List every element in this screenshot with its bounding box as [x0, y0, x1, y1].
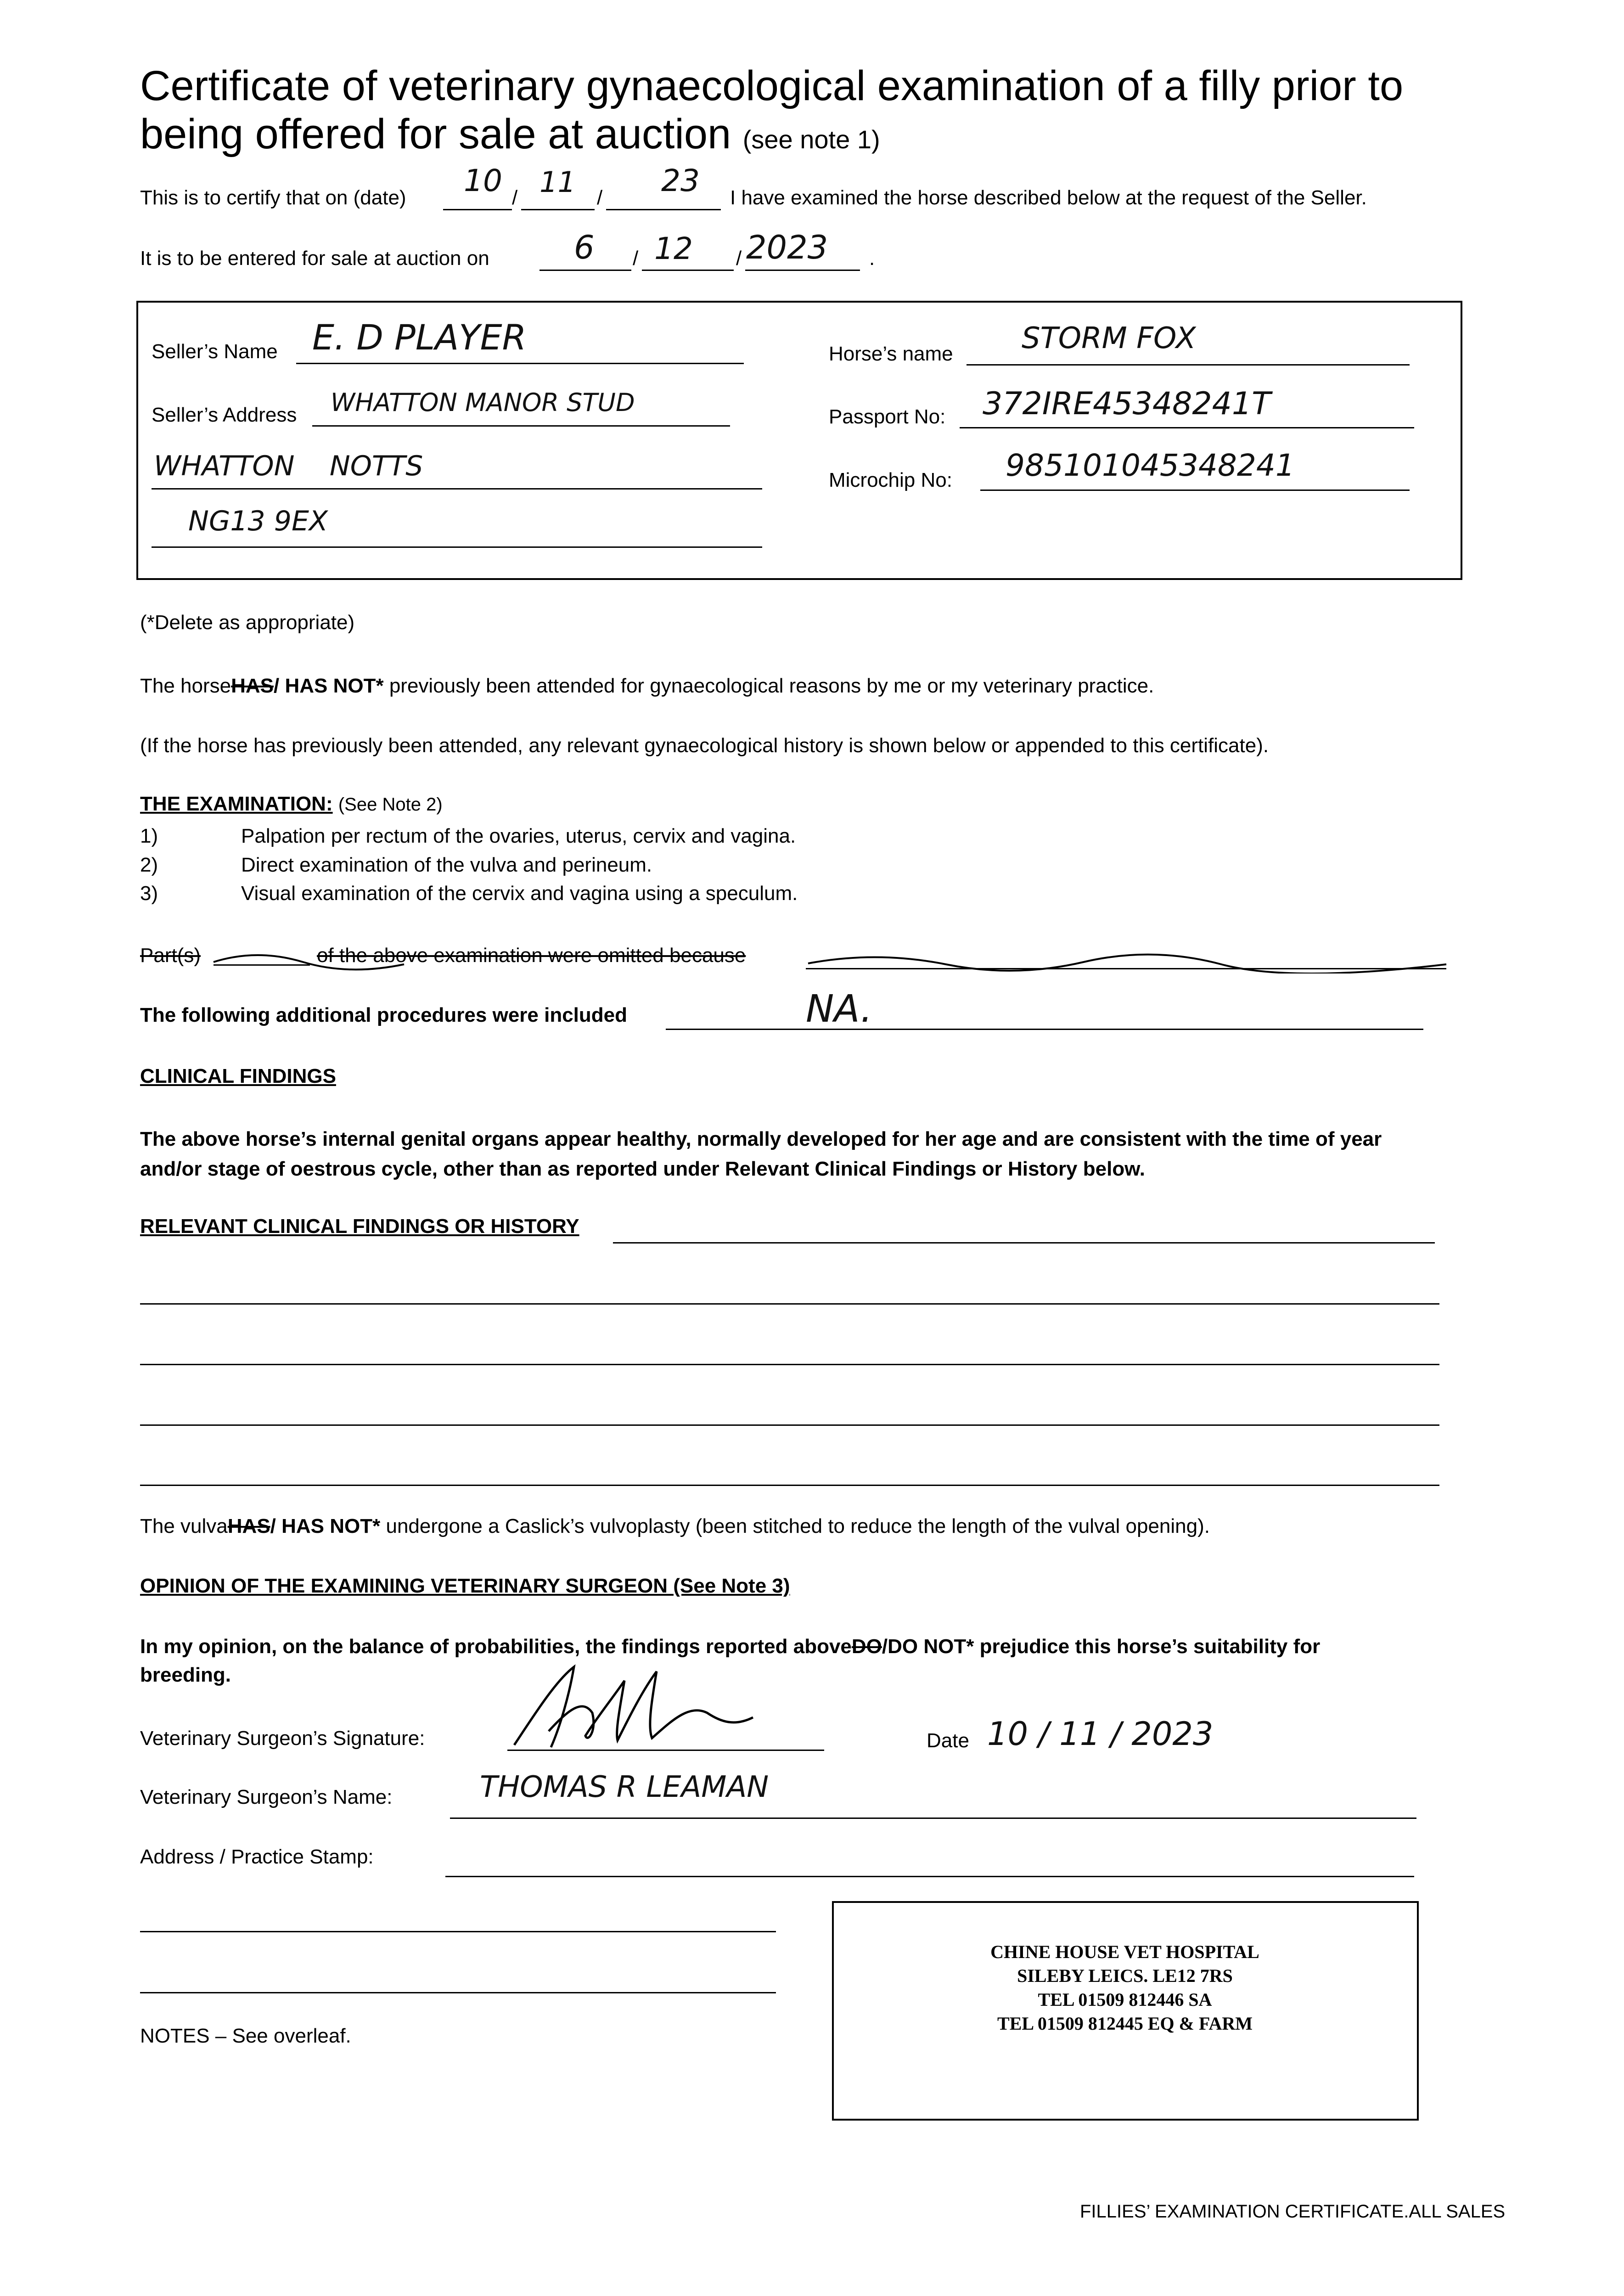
auction-month-line: [642, 270, 734, 271]
exam-day-value: 10: [464, 163, 502, 198]
surgeon-name-line: [450, 1818, 1416, 1819]
seller-name-label: Seller’s Name: [152, 340, 278, 363]
relevant-line-4: [140, 1424, 1439, 1426]
additional-value: NA.: [806, 987, 873, 1031]
vulva-rest: undergone a Caslick’s vulvoplasty (been stitched to reduce the length of the vulval opening).: [380, 1515, 1210, 1537]
auction-day-line: [539, 270, 631, 271]
seller-address-label: Seller’s Address: [152, 404, 297, 426]
seller-address-value-2: WHATTON NOTTS: [154, 450, 423, 482]
omitted-pre: Part(s): [140, 944, 201, 967]
exam-heading-row: [140, 792, 443, 816]
exam-heading-note: (See Note 2): [338, 794, 443, 815]
exam-year-value: 23: [661, 163, 700, 198]
exam-year-line: [606, 209, 721, 210]
horse-name-label: Horse’s name: [829, 343, 953, 365]
seller-address-line-3: [152, 546, 762, 548]
seller-address-line-1: [312, 425, 730, 427]
additional-line: [666, 1029, 1423, 1030]
exam-day-line: [443, 209, 512, 210]
address-line-3: [140, 1992, 776, 1993]
relevant-line-2: [140, 1303, 1439, 1305]
exam-item-1-num: 1): [140, 825, 158, 847]
sign-date-label: Date: [927, 1729, 969, 1752]
seller-name-line: [296, 363, 744, 364]
attended-rest: previously been attended for gynaecological reasons by me or my veterinary practice.: [383, 675, 1154, 697]
relevant-line-3: [140, 1364, 1439, 1365]
exam-item-2-text: Direct examination of the vulva and perineum.: [241, 854, 652, 876]
seller-address-value-1: WHATTON MANOR STUD: [331, 388, 635, 417]
title-line-2: [140, 110, 880, 163]
exam-item-2-num: 2): [140, 854, 158, 876]
stamp-line-4: TEL 01509 812445 EQ & FARM: [997, 2013, 1253, 2034]
vulva-struck: HAS: [227, 1515, 270, 1537]
omitted-strike-mark: [211, 946, 1451, 974]
clinical-text-2: and/or stage of oestrous cycle, other than as reported under Relevant Clinical Findings or History below.: [140, 1158, 1146, 1180]
address-stamp-line: [445, 1876, 1414, 1877]
signature-mark: [505, 1662, 762, 1754]
title-text: being offered for sale at auction: [140, 111, 731, 158]
title-note: (see note 1): [742, 125, 880, 154]
seller-name-value: E. D PLAYER: [312, 317, 527, 358]
address-line-2: [140, 1931, 776, 1932]
passport-label: Passport No:: [829, 405, 946, 428]
exam-item-3-text: Visual examination of the cervix and vagina using a speculum.: [241, 882, 798, 905]
date-sep: /: [633, 247, 639, 270]
clinical-heading: CLINICAL FINDINGS: [140, 1065, 336, 1087]
auction-prefix: It is to be entered for sale at auction on: [140, 247, 489, 270]
microchip-value: 985101045348241: [1006, 448, 1295, 483]
seller-address-line-2: [152, 488, 762, 490]
sign-date-value: 10 / 11 / 2023: [987, 1715, 1214, 1753]
passport-line: [960, 427, 1414, 428]
opinion-heading: OPINION OF THE EXAMINING VETERINARY SURGEON (See Note 3): [140, 1575, 790, 1597]
exam-month-line: [521, 209, 595, 210]
auction-day-value: 6: [574, 229, 595, 266]
seller-address-value-3: NG13 9EX: [188, 505, 328, 537]
exam-month-value: 11: [539, 165, 576, 199]
attended-struck: HAS: [231, 675, 274, 697]
vulva-pre: The vulva: [140, 1515, 228, 1537]
microchip-line: [980, 490, 1410, 491]
relevant-line-1: [613, 1242, 1435, 1244]
horse-name-line: [967, 364, 1410, 366]
additional-label: The following additional procedures were included: [140, 1004, 628, 1026]
exam-item-1-text: Palpation per rectum of the ovaries, uterus, cervix and vagina.: [241, 825, 796, 847]
footer-text: FILLIES’ EXAMINATION CERTIFICATE.ALL SALES: [1080, 2201, 1506, 2222]
signature-label: Veterinary Surgeon’s Signature:: [140, 1727, 425, 1750]
microchip-label: Microchip No:: [829, 469, 952, 491]
stamp-line-3: TEL 01509 812446 SA: [1038, 1989, 1212, 2010]
exam-item-3-num: 3): [140, 882, 158, 905]
date-sep: /: [597, 186, 603, 209]
opinion-text-2: breeding.: [140, 1664, 231, 1686]
certify-suffix: I have examined the horse described below at the request of the Seller.: [730, 186, 1367, 209]
opinion-post: /DO NOT* prejudice this horse’s suitability for: [882, 1635, 1321, 1658]
opinion-pre: In my opinion, on the balance of probabilities, the findings reported above: [140, 1635, 852, 1658]
attended-selected: / HAS NOT*: [274, 675, 384, 697]
surgeon-name-value: THOMAS R LEAMAN: [480, 1770, 769, 1804]
vulva-line: [140, 1514, 1210, 1538]
opinion-text-1: [140, 1635, 1320, 1659]
vulva-selected: / HAS NOT*: [270, 1515, 381, 1537]
horse-name-value: STORM FOX: [1022, 321, 1196, 355]
passport-value: 372IRE45348241T: [983, 386, 1271, 422]
surgeon-name-label: Veterinary Surgeon’s Name:: [140, 1786, 393, 1808]
date-sep: /: [736, 247, 742, 270]
relevant-heading: RELEVANT CLINICAL FINDINGS OR HISTORY: [140, 1215, 579, 1238]
practice-stamp: [840, 1940, 1410, 2036]
auction-year-value: 2023: [746, 229, 828, 266]
auction-year-line: [745, 270, 860, 271]
omitted-post: of the above examination were omitted because: [317, 944, 746, 967]
title-line-1: Certificate of veterinary gynaecological examination of a filly prior to: [140, 62, 1404, 109]
clinical-text-1: The above horse’s internal genital organs appear healthy, normally developed for her age and are consistent with the time of year: [140, 1128, 1382, 1150]
exam-heading: THE EXAMINATION:: [140, 793, 333, 815]
notes-label: NOTES – See overleaf.: [140, 2025, 351, 2047]
delete-note: (*Delete as appropriate): [140, 611, 355, 634]
certify-prefix: This is to certify that on (date): [140, 186, 406, 209]
date-sep: /: [512, 186, 518, 209]
relevant-line-5: [140, 1485, 1439, 1486]
opinion-struck: DO: [851, 1635, 882, 1658]
address-stamp-label: Address / Practice Stamp:: [140, 1846, 374, 1868]
history-note: (If the horse has previously been attended, any relevant gynaecological history is shown below or appended to this certificate).: [140, 734, 1269, 757]
stamp-line-2: SILEBY LEICS. LE12 7RS: [1017, 1965, 1233, 1986]
stamp-line-1: CHINE HOUSE VET HOSPITAL: [990, 1941, 1259, 1962]
auction-end: .: [869, 247, 875, 270]
attended-line: [140, 674, 1154, 698]
auction-month-value: 12: [654, 231, 693, 266]
attended-pre: The horse: [140, 675, 231, 697]
